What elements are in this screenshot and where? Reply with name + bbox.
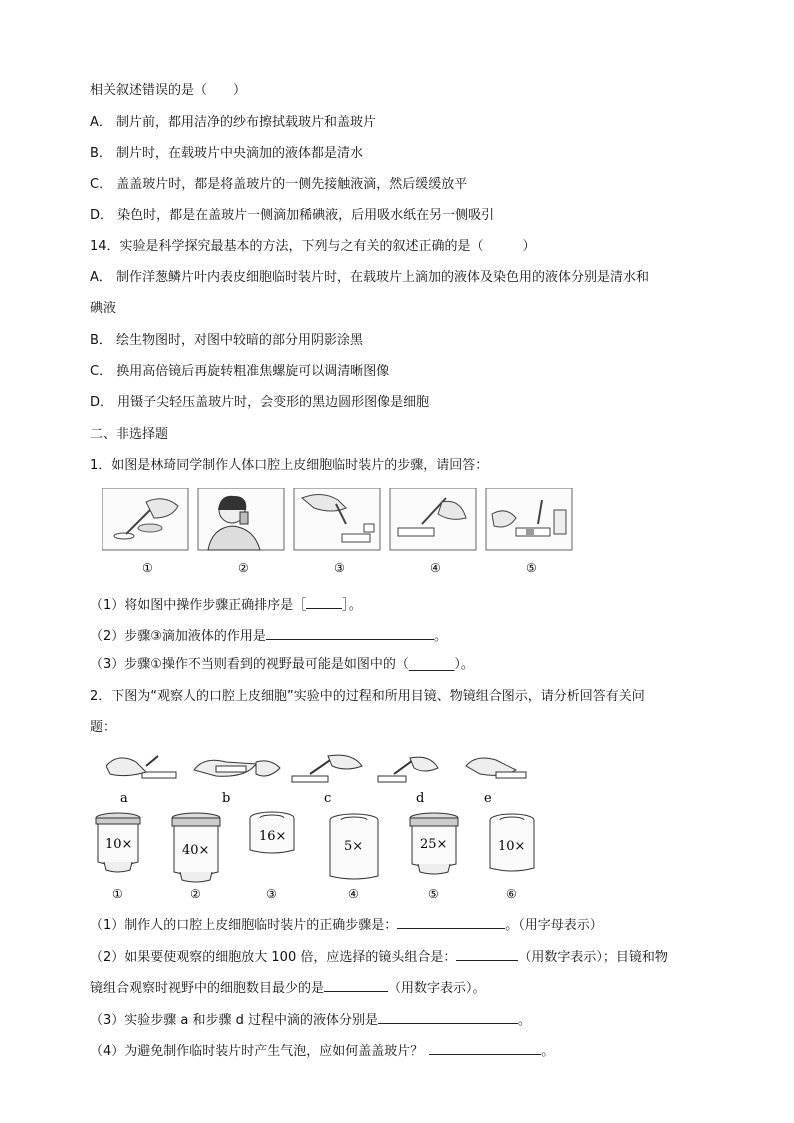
q2-sub1-text: （1）制作人的口腔上皮细胞临时装片的正确步骤是： [90,918,398,933]
question-13-stem-tail: 相关叙述错误的是（ ） [90,83,247,98]
q13-option-b: B． 制片时，在载玻片中央滴加的液体都是清水 [90,146,364,161]
question-2-stem-cont: 题： [90,720,117,735]
q2-process-label: e [484,791,492,804]
lens-number: ② [190,887,201,901]
q13-option-a: A． 制片前，都用洁净的纱布擦拭载玻片和盖玻片 [90,115,377,130]
answer-blank[interactable] [429,1040,541,1055]
q1-sub2-text: （2）步骤③滴加液体的作用是 [90,629,266,644]
q1-sub1 [90,594,362,615]
q2-process-label: d [416,791,425,804]
q1-steps-figure [102,488,592,584]
lens-magnification: 10× [498,839,526,854]
lens-magnification: 40× [182,843,210,858]
lens-magnification: 25× [420,837,448,852]
q1-steps-illustration [102,488,592,580]
q2-process-label: b [222,791,231,804]
q1-sub2-end: 。 [433,629,447,644]
q14-option-c: C． 换用高倍镜后再旋转粗准焦螺旋可以调清晰图像 [90,364,390,379]
q2-process-label: c [324,791,332,804]
answer-blank[interactable] [378,1009,518,1024]
q1-sub2 [90,625,447,646]
question-2-stem: 2．下图为“观察人的口腔上皮细胞”实验中的过程和所用目镜、物镜组合图示，请分析回答有关问 [90,689,645,704]
q2-sub4-text: （4）为避免制作临时装片时产生气泡，应如何盖盖玻片？ [90,1044,424,1059]
q2-sub3 [90,1009,531,1030]
answer-blank[interactable] [324,977,388,992]
q13-option-d: D． 染色时，都是在盖玻片一侧滴加稀碘液，后用吸水纸在另一侧吸引 [90,208,495,223]
question-1-stem: 1．如图是林琦同学制作人体口腔上皮细胞临时装片的步骤，请回答： [90,458,489,473]
q2-sub1 [90,914,603,935]
q2-process-figure [106,752,546,808]
q2-sub2-line2-text: 镜组合观察时视野中的细胞数目最少的是 [90,981,325,996]
q1-sub1-end: ］。 [342,598,362,613]
q2-sub2-text: （2）如果要使观察的细胞放大 100 倍，应选择的镜头组合是： [90,950,457,965]
lens-magnification: 16× [259,829,287,844]
lens-number: ④ [348,887,359,901]
q1-step-label: ① [142,561,153,575]
q1-step-label: ⑤ [526,561,537,575]
q2-process-illustration [106,752,546,804]
q14-option-a-cont: 碘液 [90,301,117,316]
q14-option-d: D． 用镊子尖轻压盖玻片时，会变形的黑边圆形图像是细胞 [90,395,430,410]
answer-blank[interactable] [456,946,518,961]
q2-sub2-mid: （用数字表示）；目镜和物 [518,950,668,965]
q2-sub1-end: 。（用字母表示） [505,918,603,933]
q14-option-b: B． 绘生物图时，对图中较暗的部分用阴影涂黑 [90,333,364,348]
q14-option-a: A． 制作洋葱鳞片叶内表皮细胞临时装片时，在载玻片上滴加的液体及染色用的液体分别是清水和 [90,270,650,285]
q13-option-c: C． 盖盖玻片时，都是将盖玻片的一侧先接触液滴，然后缓缓放平 [90,177,468,192]
answer-blank[interactable] [266,625,434,640]
lens-magnification: 5× [344,839,364,854]
q1-step-label: ③ [334,561,345,575]
lens-number: ⑤ [428,887,439,901]
section-heading: 二、非选择题 [90,427,169,442]
q2-sub4-end: 。 [541,1044,555,1059]
q2-sub3-end: 。 [518,1013,532,1028]
q1-sub3: （3）步骤①操作不当则看到的视野最可能是如图中的（_______）。 [90,657,474,672]
q2-sub3-text: （3）实验步骤 a 和步骤 d 过程中滴的液体分别是 [90,1013,379,1028]
q2-sub2-line2-end: （用数字表示）。 [388,981,486,996]
q2-lens-figure [88,808,558,906]
q2-process-label: a [120,791,128,804]
lens-number: ⑥ [506,887,517,901]
lens-magnification: 10× [105,837,133,852]
q1-step-label: ② [238,561,249,575]
answer-blank[interactable] [397,914,505,929]
lens-number: ① [112,887,123,901]
q2-sub4 [90,1040,554,1061]
q2-sub2-cont [90,977,486,998]
q1-sub1-text: （1）将如图中操作步骤正确排序是［ [90,598,307,613]
q2-lens-illustration [88,808,558,902]
q1-step-label: ④ [430,561,441,575]
q2-sub2 [90,946,668,967]
lens-number: ③ [266,887,277,901]
answer-blank[interactable] [306,594,342,609]
question-14-stem: 14．实验是科学探究最基本的方法，下列与之有关的叙述正确的是（ ） [90,239,536,254]
